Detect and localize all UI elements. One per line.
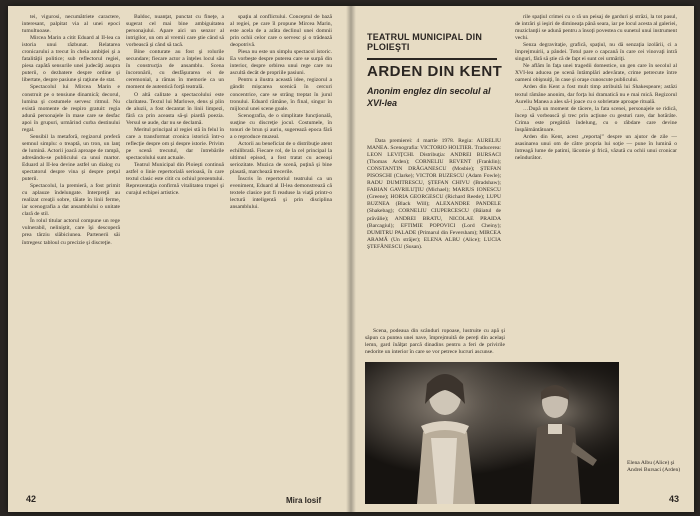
credits-text: Data premierei: 4 martie 1978. Regia: AURELIU MANEA. Scenografia: VICTORIO HOLTIER. Traducerea: LEON LEVIŢCHI. Distribuţia: ANDREI BURSACI (Thomas Arden); CORNELIU REVENT (Franklin); CONSTANTIN DRĂGANESCU (Mosbie); ŞTEFAN PISOSCHI (Clarke); VICTOR BUZESCU (Adam Fowle); RADU DUMITRESCU, ŞTEFAN CHIVU (Bradshaw); FABIAN GAVRILUŢIU (Michael); MARIUS IONESCU (Greene); HORIA GEORGESCU (Richard Reede); LUPU BUZNEA (Black Will); ALEXANDRE PANDELE (Shakebag); CORNELIU CIUPERCESCU (Băiatul de prăvălie); ANDREI BRATU, NICOLAE PRAIDA (Barcagiul); EFTIMIE POPOVICI (Lord Cheiny); DUMITRU PALADE (Primarul din Feversham); MIRCEA ARAMĂ (Un străjer); ELENA ALBU (Alice); LUCIA ŞTEFĂNESCU (Susan). bbox=[367, 138, 501, 250]
page-number-left: 42 bbox=[26, 494, 37, 504]
left-column-2 bbox=[126, 14, 224, 488]
photo-caption: Elena Albu (Alice) şi Andrei Bursaci (Arden) bbox=[627, 460, 681, 473]
paragraph: Arden din Kent, acest „reportaj” despre un ajutor de zile — asasinarea unui om de către propria lui soţie — pune în lumină o întreagă lume de patimi, lăcomie şi frică, văzută cu ochii unui cronicar neîndurător. bbox=[515, 133, 677, 161]
right-page bbox=[351, 6, 694, 512]
paragraph: Mircea Marin a citit Eduard al II-lea ca istoria unui răzbunat. Relatarea cronicarului a trecut în cheia ambiţiei şi a fatalităţii politice; sub reflectorul regiei, piesa capătă sensurile unei judecăţi asupra puterii, o dezbatere despre ordine şi libertate, despre pasiune şi raţiune de stat. bbox=[22, 35, 120, 84]
left-page bbox=[8, 6, 351, 512]
paragraph: Spectacolul, la premieră, a fost primit cu aplauze îndelungate. Interpreţii au realizat creaţii sobre, tăiate în linii ferme, iar scenografia a dat ansamblului o unitate clară de stil. bbox=[22, 183, 120, 218]
article-author: Mira Iosif bbox=[286, 496, 322, 505]
paragraph: Sensibil la metaforă, regizorul preferă semnul simplu: o treaptă, un tron, un lanţ de lumină. Actorii joacă aproape de rampă, adresându-se publicului ca unui martor. Eduard al II-lea devine astfel un dialog cu spectatorul despre vina şi despre preţul puterii. bbox=[22, 133, 120, 183]
paragraph: Pentru a ilustra această idee, regizorul a gândit mişcarea scenică în cercuri concentrice, care se strâng treptat în jurul tronului. Eduard rămâne, în final, singur în mijlocul unei scene goale. bbox=[230, 77, 332, 112]
paragraph: Înscris în repertoriul teatrului ca un eveniment, Eduard al II-lea demonstrează că textele clasice pot fi readuse la viaţă printr-o lectură inteligentă şi prin disciplina ansamblului. bbox=[230, 176, 332, 211]
paragraph: …După un moment de tăcere, la fata scenei, personajele se ridică, încep să vorbească şi trec prin acţiune cu gesturi rare, dar hotărâte. Crima este pregătită îndelung, cu o răbdare care devine înspăimântătoare. bbox=[515, 105, 677, 133]
paragraph: Spectacolul lui Mircea Marin e construit pe o tensiune dinamică; decorul, lumina şi costumele servesc ritmul. Nu există momente de respiro gratuit: regia adună personajele în mase care se desfac apoi în grupuri, urmărind curba destinului regal. bbox=[22, 84, 120, 133]
paragraph: O altă calitate a spectacolului este claritatea. Textul lui Marlowe, dens şi plin de aluzii, a fost decantat în linii limpezi, fără ca prin aceasta să-şi piardă poezia. Versul se aude, dar nu se declamă. bbox=[126, 91, 224, 126]
paragraph: Scena, podeaua din scânduri ropoase, lustruite cu apă şi săpun ca puntea unei nave, împrejmuită de pereţi din acelaşi lemn, gard înălţat parcă dinadins pentru a feri de privirile nedorite un interior în care se vor petrece lucruri ascunse. bbox=[365, 328, 505, 356]
production-photo bbox=[365, 362, 619, 504]
paragraph: Ne aflăm în faţa unei tragedii domestice, un gen care în secolul al XVI-lea aducea pe scenă întâmplări adevărate, crime petrecute între oameni obişnuiţi, în case şi oraşe cunoscute publicului. bbox=[515, 63, 677, 84]
paragraph: Meritul principal al regiei stă în felul în care a transformat cronica istorică într-o reflecţie despre om şi despre istorie. Privim pe scenă trecutul, dar întrebările spectacolului sunt actuale. bbox=[126, 126, 224, 161]
paragraph: Teatrul Municipal din Ploieşti continuă astfel o linie repertorială serioasă, în care textul clasic este citit cu ochiul prezentului. Reprezentaţia confirmă vitalitatea trupei şi curajul echipei artistice. bbox=[126, 161, 224, 197]
paragraph: Piesa nu este un simplu spectacol istoric. Ea vorbeşte despre puterea care se surpă din interior, despre orbirea unui rege care nu ascultă decât de propriile pasiuni. bbox=[230, 49, 332, 77]
paragraph: Scenografia, de o simplitate funcţională, susţine cu discreţie jocul. Costumele, în tonuri de brun şi auriu, sugerează epoca fără a o reproduce muzeal. bbox=[230, 112, 332, 140]
magazine-spread bbox=[8, 6, 694, 512]
heading-rule bbox=[367, 58, 497, 60]
play-subtitle: Anonim englez din secolul al XVI-lea bbox=[367, 86, 491, 108]
play-title: ARDEN DIN KENT bbox=[367, 63, 503, 80]
theatre-name: TEATRUL MUNICIPAL DIN PLOIEŞTI bbox=[367, 32, 483, 52]
paragraph: În rolul titular actorul compune un rege vulnerabil, neliniştit, care îşi descoperă prea târziu slăbiciunea. Partenerii săi întregesc tabloul cu precizie şi discreţie. bbox=[22, 218, 120, 246]
right-column bbox=[515, 14, 677, 386]
paragraph: Actorii au beneficiat de o distribuţie atent echilibrată. Fiecare rol, de la cel principal la ultimul episod, a fost tratat cu aceeaşi seriozitate. Muzica de scenă, puţină şi bine plasată, marchează trecerile. bbox=[230, 140, 332, 176]
credits-block bbox=[367, 138, 501, 322]
paragraph: rile spaţiul crimei cu o ră un peisaj de garduri şi străzi, la tot pasul, de intrări şi ieşiri de dimineaţa până seara, iar pe locul acesta al galeriei, muziclanţii se adună pentru a însoţi povestea cu sunetul unui instrument vechi. bbox=[515, 14, 677, 42]
paragraph: Baldoc, nuanţat, punctat cu fineţe, a sugerat cel mai bine ambiguitatea personajului. Apare aici un senzor al intrigilor, un om al vremii care ştie când să vorbească şi când să tacă. bbox=[126, 14, 224, 49]
paragraph: Senza degravitaţie, grafică, spaţiul, nu dă senzaţia izolării, ci a împrejmuirii, a pândei. Totul pare o capcană în care cei vinovaţi intră singuri, fără să ştie că de fapt ei sunt cei urmăriţi. bbox=[515, 42, 677, 63]
page-number-right: 43 bbox=[669, 494, 680, 504]
paragraph: spaţiu al conflictului. Conceptul de bază al regiei, pe care îl propune Mircea Marin, este acela de a arăta declinul unei domnii prin ochii celor care o servesc şi o trădează deopotrivă. bbox=[230, 14, 332, 49]
intro-text bbox=[365, 328, 505, 358]
left-column-1 bbox=[22, 14, 120, 488]
paragraph: tei, vigurosi, necumătriete caractere, interesant, palpitat via al unei epoci tumultuoase. bbox=[22, 14, 120, 35]
left-column-3 bbox=[230, 14, 332, 476]
paragraph: Bine conturate au fost şi rolurile secundare; fiecare actor a înţeles locul său în construcţia de ansamblu. Scena încoronării, cu desfăşurarea ei de ceremonial, a rămas în memorie ca un moment de autentică forţă teatrală. bbox=[126, 49, 224, 91]
photo-illustration bbox=[365, 362, 619, 504]
paragraph: Arden din Kent a fost mult timp atribuită lui Shakespeare; astăzi textul rămâne anonim, dar forţa lui dramatică nu e mai mică. Regizorul Aureliu Manea a ales să-l joace cu o sobrietate aproape rituală. bbox=[515, 84, 677, 105]
